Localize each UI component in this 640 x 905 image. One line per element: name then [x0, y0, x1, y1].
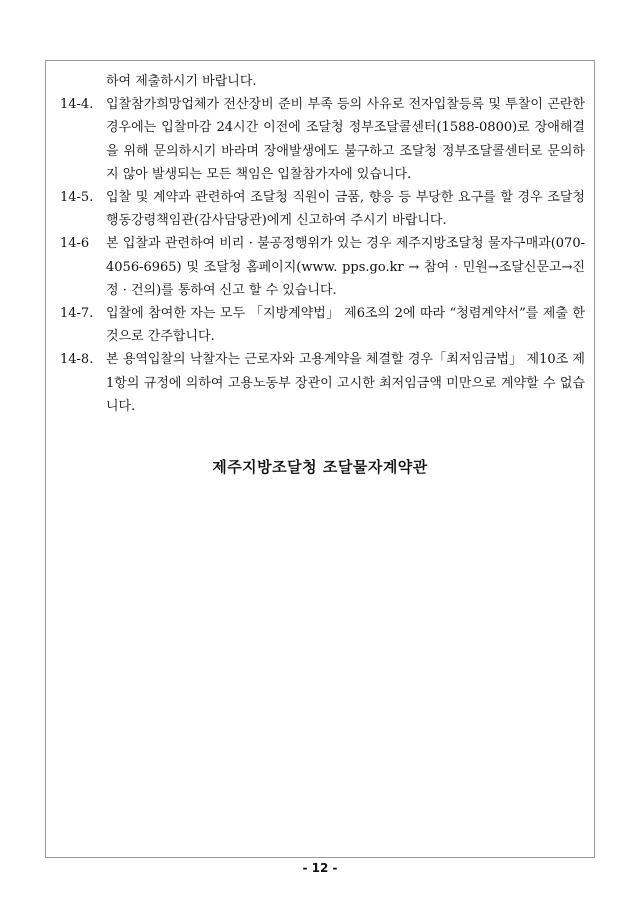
clause-number: 14-7.: [60, 306, 94, 322]
clause-14-6: [60, 232, 585, 302]
clause-text: 본 용역입찰의 낙찰자는 근로자와 고용계약을 체결할 경우「최저임금법」 제10조 제1항의 규정에 의하여 고용노동부 장관이 고시한 최저임금액 미만으로 계약할 수 없습니다.: [106, 352, 585, 414]
clause-14-5: [60, 186, 585, 232]
clause-number: 14-4.: [60, 97, 94, 113]
clause-text: 본 입찰과 관련하여 비리 · 불공정행위가 있는 경우 제주지방조달청 물자구매과(070-4056-6965) 및 조달청 홈페이지(www. pps.go.kr → 참여 · 민원→조달신문고→진정 · 건의)를 통하여 신고 할 수 있습니다.: [106, 236, 585, 298]
clause-text: 입찰참가희망업체가 전산장비 준비 부족 등의 사유로 전자입찰등록 및 투찰이 곤란한 경우에는 입찰마감 24시간 이전에 조달청 정부조달콜센터(1588-0800)로 장애해결을 위해 문의하시기 바라며 장애발생에도 불구하고 조달청 정부조달콜센터로 문의하지 않아 발생되는 모든 책임은 입찰참가자에 있습니다.: [106, 97, 585, 182]
continuation-text: 하여 제출하시기 바랍니다.: [106, 74, 257, 89]
signature-line: 제주지방조달청 조달물자계약관: [212, 458, 428, 476]
clause-14-4: [60, 93, 585, 186]
clause-number: 14-8.: [60, 352, 94, 368]
clause-14-8: [60, 348, 585, 418]
clause-14-7: [60, 302, 585, 348]
clause-text: 입찰 및 계약과 관련하여 조달청 직원이 금품, 향응 등 부당한 요구를 할 경우 조달청 행동강령책임관(감사담당관)에게 신고하여 주시기 바랍니다.: [106, 190, 585, 229]
clause-number: 14-5.: [60, 190, 94, 206]
document-body: [60, 70, 585, 418]
page-number: - 12 -: [302, 861, 338, 875]
clause-text: 입찰에 참여한 자는 모두 「지방계약법」 제6조의 2에 따라 “청렴계약서”를 제출 한 것으로 간주합니다.: [106, 306, 585, 345]
clause-number: 14-6: [60, 236, 90, 252]
